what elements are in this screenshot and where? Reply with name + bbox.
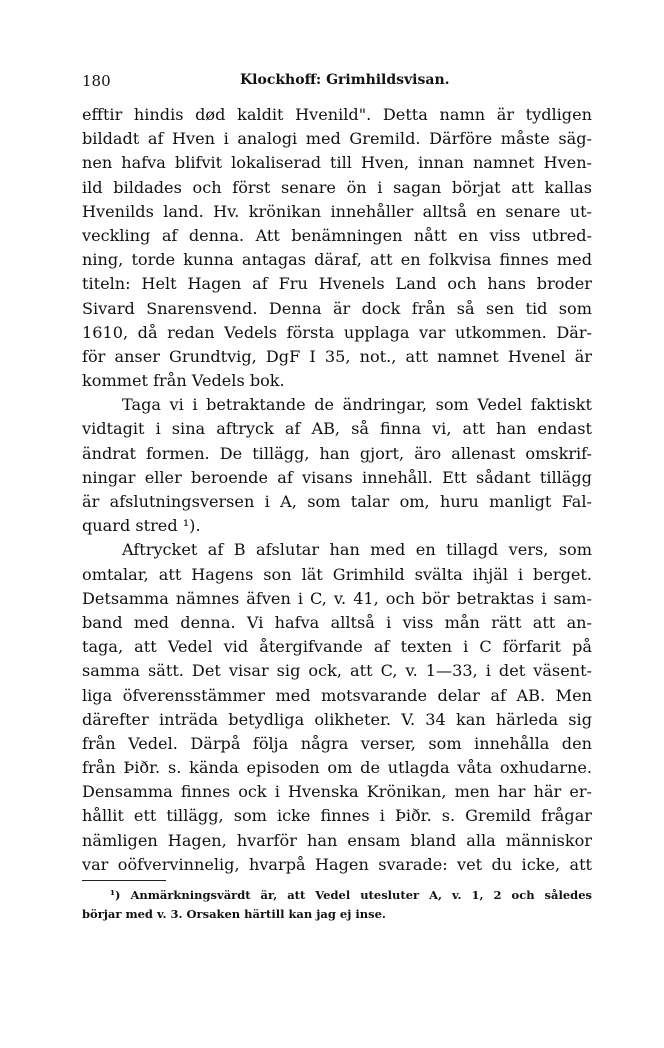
text-line: från Vedel. Därpå följa några verser, som innehålla den xyxy=(82,733,592,753)
text-line: liga öfverensstämmer med motsvarande delar af AB. Men xyxy=(82,685,592,705)
text-line: 1610, då redan Vedels första upplaga var utkommen. Där- xyxy=(82,322,592,342)
text-line: Taga vi i betraktande de ändringar, som Vedel faktiskt xyxy=(122,395,592,415)
text-line: Aftrycket af B afslutar han med en tillagd vers, som xyxy=(122,540,592,560)
footnotes xyxy=(82,886,592,924)
text-line: ningar eller beroende af visans innehåll. Ett sådant tillägg xyxy=(82,467,592,487)
text-line: quard stred ¹). xyxy=(82,516,201,536)
text-line: Sivard Snarensvend. Denna är dock från så sen tid som xyxy=(82,298,592,318)
text-line: band med denna. Vi hafva alltså i viss mån rätt att an- xyxy=(82,612,592,632)
text-line: taga, att Vedel vid återgifvande af texten i C förfarit på xyxy=(82,637,592,657)
text-line: efftir hindis død kaldit Hvenild". Detta namn är tydligen xyxy=(82,105,592,124)
text-line: därefter inträda betydliga olikheter. V. 34 kan härleda sig xyxy=(82,709,592,729)
text-line: nen hafva blifvit lokaliserad till Hven, innan namnet Hven- xyxy=(82,153,592,173)
footnote-line: ¹) Anmärkningsvärdt är, att Vedel utesluter A, v. 1, 2 och således xyxy=(110,888,592,902)
text-line: omtalar, att Hagens son lät Grimhild svälta ihjäl i berget. xyxy=(82,564,592,584)
footnote-rule xyxy=(82,880,166,881)
text-line: ild bildades och först senare ön i sagan börjat att kallas xyxy=(82,177,592,197)
text-line: ning, torde kunna antagas däraf, att en folkvisa finnes med xyxy=(82,250,592,270)
text-line: ändrat formen. De tillägg, han gjort, äro allenast omskrif- xyxy=(82,443,592,463)
text-line: bildadt af Hven i analogi med Gremild. Därföre måste säg- xyxy=(82,129,592,149)
text-line: hållit ett tillägg, som icke finnes i Þiðr. s. Gremild frågar xyxy=(82,806,592,826)
footnote-line: börjar med v. 3. Orsaken härtill kan jag ej inse. xyxy=(82,907,386,921)
text-line: Densamma finnes ock i Hvenska Krönikan, men har här er- xyxy=(82,782,592,802)
text-line: från Þiðr. s. kända episoden om de utlagda våta oxhudarne. xyxy=(82,758,592,778)
text-line: för anser Grundtvig, DgF I 35, not., att namnet Hvenel är xyxy=(82,346,592,366)
text-line: titeln: Helt Hagen af Fru Hvenels Land och hans broder xyxy=(82,274,592,294)
page-header xyxy=(82,72,592,94)
text-line: Hvenilds land. Hv. krönikan innehåller alltså en senare ut- xyxy=(82,201,592,221)
text-line: kommet från Vedels bok. xyxy=(82,371,285,391)
text-line: var oöfvervinnelig, hvarpå Hagen svarade: vet du icke, att xyxy=(82,854,592,874)
text-line: Detsamma nämnes äfven i C, v. 41, och bör betraktas i sam- xyxy=(82,588,592,608)
text-line: nämligen Hagen, hvarför han ensam bland alla människor xyxy=(82,830,592,850)
text-line: är afslutningsversen i A, som talar om, huru manligt Fal- xyxy=(82,492,592,511)
page-number: 180 xyxy=(82,72,111,90)
body-text xyxy=(82,103,592,877)
text-line: veckling af denna. Att benämningen nått en viss utbred- xyxy=(82,225,592,245)
running-head: Klockhoff: Grimhildsvisan. xyxy=(240,72,450,88)
text-line: vidtagit i sina aftryck af AB, så finna vi, att han endast xyxy=(82,419,592,439)
text-line: samma sätt. Det visar sig ock, att C, v. 1—33, i det väsent- xyxy=(82,661,592,681)
